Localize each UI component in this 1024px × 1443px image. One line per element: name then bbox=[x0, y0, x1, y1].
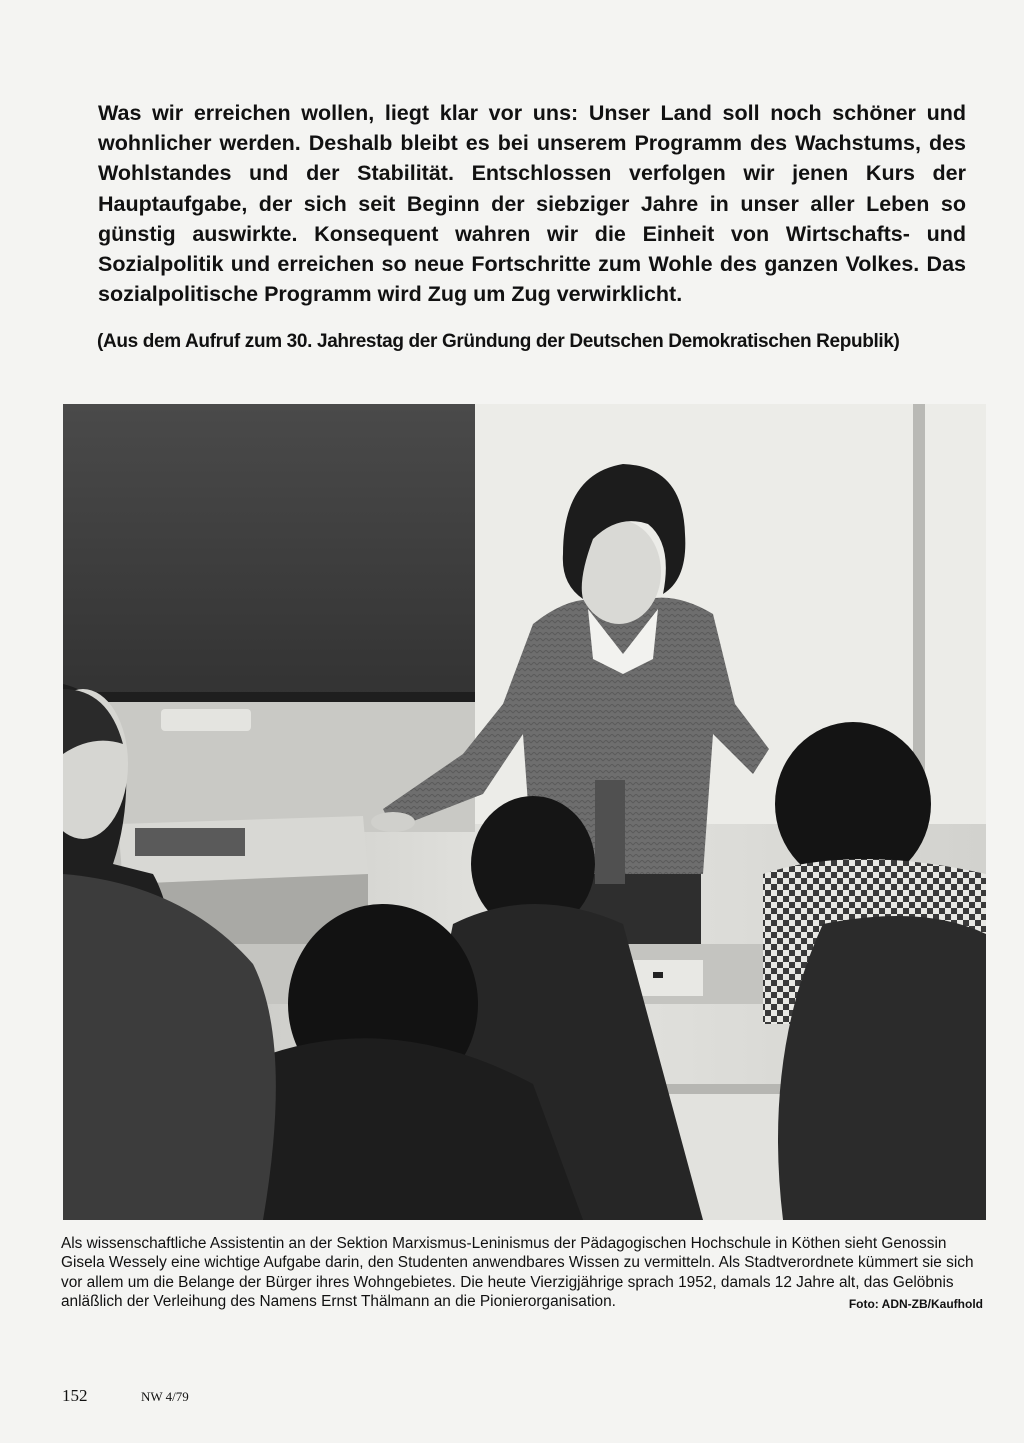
quote-source: (Aus dem Aufruf zum 30. Jahrestag der Gründung der Deutschen Demokratischen Republik) bbox=[97, 331, 900, 352]
blackboard bbox=[63, 404, 475, 696]
caption-text: Als wissenschaftliche Assistentin an der Sektion Marxismus-Leninismus der Pädagogischen Hochschule in Köthen sieht Genossin Gisela Wessely eine wichtige Aufgabe darin, den Studenten anwendbares Wissen zu vermitteln. Als Stadtverordnete kümmert sie sich vor allem um die Belange der Bürger ihres Wohngebietes. Die heute Vierzigjährige sprach 1952, damals 12 Jahre alt, das Gelöbnis anläßlich der Verleihung des Namens Ernst Thälmann an die Pionierorganisation. bbox=[61, 1235, 974, 1311]
quote-text: Was wir erreichen wollen, liegt klar vor uns: Unser Land soll noch schöner und wohnlicher werden. Deshalb bleibt es bei unserem Programm des Wachstums, des Wohlstandes und der Stabilität. Entschlossen verfolgen wir jenen Kurs der Hauptaufgabe, der sich seit Beginn der siebziger Jahre in unser aller Leben so günstig auswirkte. Konsequent wahren wir die Einheit von Wirtschafts- und Sozialpolitik und erreichen so neue Fortschritte zum Wohle des ganzen Volkes. Das sozialpolitische Programm wird Zug um Zug verwirklicht. bbox=[98, 101, 966, 307]
classroom-photo bbox=[63, 404, 986, 1220]
issue-label: NW 4/79 bbox=[141, 1389, 189, 1404]
photo-credit: Foto: ADN-ZB/Kaufhold bbox=[848, 1297, 983, 1312]
page-number: 152 bbox=[62, 1386, 88, 1405]
photo-caption bbox=[61, 1234, 983, 1315]
